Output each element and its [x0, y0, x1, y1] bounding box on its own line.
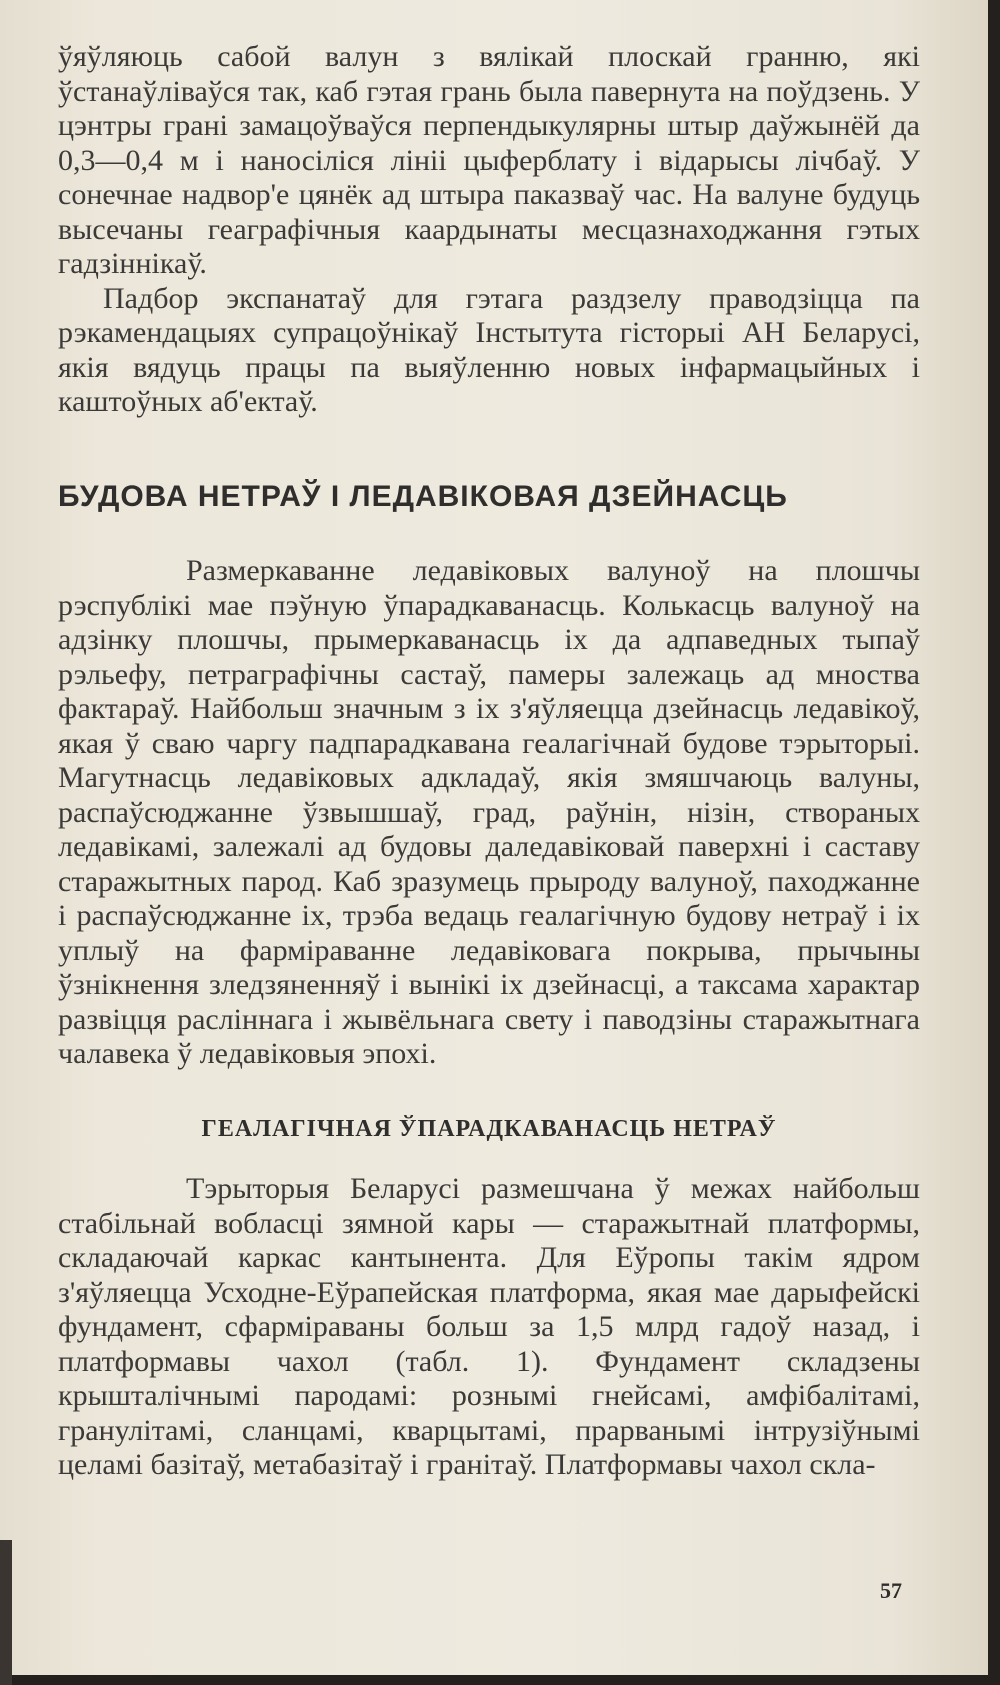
paragraph-sundial: ўяўляюць сабой валун з вялікай плоскай гранню, які ўстанаўліваўся так, каб гэтая грань была павернута на поўдзень. У цэнтры грані замацоўваўся перпендыкулярны штыр даўжынёй да 0,3—0,4 м і наносіліся лініі цыферблату і відарысы лічбаў. У сонечнае надвор'е цянёк ад штыра паказваў час. На валуне будуць высечаны геаграфічныя каардынаты месцазнаходжання гэтых гадзіннікаў. [58, 40, 920, 280]
section-heading: БУДОВА НЕТРАЎ І ЛЕДАВІКОВАЯ ДЗЕЙНАСЦЬ [58, 479, 788, 513]
paragraph-exhibits: Падбор экспанатаў для гэтага раздзелу праводзіцца па рэкамендацыях супрацоўнікаў Інстытута гісторыі АН Беларусі, якія вядуць працы па выяўленню новых інфармацыйных і каштоўных аб'ектаў. [58, 281, 920, 418]
subsection-heading: ГЕАЛАГІЧНАЯ ЎПАРАДКАВАНАСЦЬ НЕТРАЎ [201, 1115, 777, 1142]
page-number: 57 [880, 1578, 902, 1603]
paragraph-boulders: Размеркаванне ледавіковых валуноў на плошчы рэспублікі мае пэўную ўпарадкаванасць. Колькасць валуноў на адзінку плошчы, прымеркаванасць іх да адпаведных тыпаў рэльефу, петраграфічны састаў, памеры залежаць ад мноства фактараў. Найбольш значным з іх з'яўляецца дзейнасць ледавікоў, якая ў сваю чаргу падпарадкавана геалагічнай будове тэрыторыі. Магутнасць ледавіковых адкладаў, якія змяшчаюць валуны, распаўсюджанне ўзвышшаў, град, раўнін, нізін, створаных ледавікамі, залежалі ад будовы даледавіковай паверхні і саставу старажытных парод. Каб зразумець прыроду валуноў, паходжанне і распаўсюджанне іх, трэба ведаць геалагічную будову нетраў і іх уплыў на фарміраванне ледавіковага покрыва, прычыны ўзнікнення зледзяненняў і вынікі іх дзейнасці, а таксама характар развіцця расліннага і жывёльнага свету і паводзіны старажытнага чалавека ў ледавіковыя эпохі. [58, 554, 920, 1070]
paragraph-territory: Тэрыторыя Беларусі размешчана ў межах найбольш стабільнай вобласці зямной кары — старажытнай платформы, складаючай каркас кантынента. Для Еўропы такім ядром з'яўляецца Усходне-Еўрапейская платформа, якая мае дарыфейскі фундамент, сфарміраваны больш за 1,5 млрд гадоў назад, і платформавы чахол (табл. 1). Фундамент складзены крышталічнымі пародамі: рознымі гнейсамі, амфібалітамі, гранулітамі, сланцамі, кварцытамі, прарванымі інтрузіўнымі целамі базітаў, метабазітаў і гранітаў. Платформавы чахол скла- [58, 1172, 920, 1481]
page-text [58, 40, 920, 1483]
page-edge-shadow [0, 1540, 12, 1685]
